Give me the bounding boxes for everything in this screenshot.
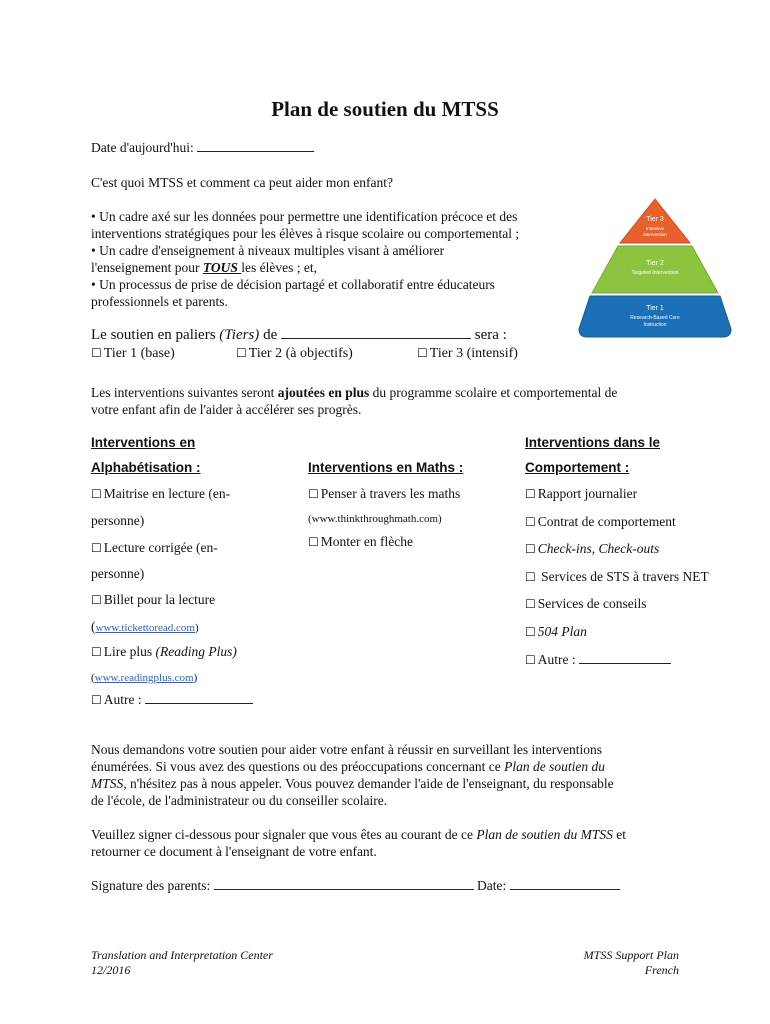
tier-1-option[interactable] [91, 346, 175, 362]
closing-line-2-text: énumérées. Si vous avez des questions ou des préoccupations concernant ce [91, 759, 505, 774]
mtss-tier-pyramid [578, 197, 732, 339]
bullet-3-line-2: professionnels et parents. [91, 294, 228, 309]
reading-item-1-checkbox[interactable]: ☐ [91, 487, 102, 501]
thinkthroughmath-link-text: (www.thinkthroughmath.com) [308, 513, 442, 525]
behavior-item-6-checkbox[interactable]: ☐ [525, 625, 536, 639]
closing-line-3-text: , n'hésitez pas à nous appeler. Vous pouvez demander l'aide de l'enseignant, du responsable [123, 776, 614, 791]
intro-text: Les interventions suivantes seront [91, 385, 278, 400]
behavior-item-2-checkbox[interactable]: ☐ [525, 515, 536, 529]
behavior-item-5-label: Services de conseils [537, 596, 647, 611]
tier-1-sub-2: Instruction [643, 322, 667, 328]
tier-1-checkbox[interactable]: ☐ [91, 346, 102, 360]
sign-request-line-1 [91, 826, 626, 843]
bullet-3-line-1: • Un processus de prise de décision partagé et collaboratif entre éducateurs [91, 277, 495, 292]
tiers-lead-emphasis: (Tiers) [219, 327, 260, 343]
tier-3-option[interactable] [417, 346, 518, 362]
student-name-field[interactable] [281, 327, 471, 339]
sign-request-emphasis: Plan de soutien du MTSS [476, 827, 613, 842]
signature-line [91, 877, 620, 894]
reading-item-2-label: Lecture corrigée (en- [103, 540, 218, 555]
behavior-item-2[interactable] [525, 513, 676, 531]
reading-header-line-2: Alphabétisation : [91, 460, 201, 475]
tier-3-title: Tier 3 [646, 216, 664, 223]
reading-item-4-emphasis: (Reading Plus) [155, 644, 237, 659]
signature-date-field[interactable] [510, 878, 620, 890]
tier-2-title: Tier 2 [646, 260, 664, 267]
behavior-item-6-label: 504 Plan [537, 624, 587, 639]
tier-2-sub: Targeted Intervention [631, 270, 679, 276]
behavior-item-3[interactable] [525, 540, 659, 558]
tier-1-title: Tier 1 [646, 305, 664, 312]
tier-3-sub-2: Intervention [643, 232, 667, 237]
bullet-2-line-1: • Un cadre d'enseignement à niveaux multiples visant à améliorer [91, 243, 445, 258]
reading-item-3-checkbox[interactable]: ☐ [91, 593, 102, 607]
interventions-intro-line-2: votre enfant afin de l'aider à accélérer ses progrès. [91, 402, 362, 417]
tier-1-sub-1: Research-Based Core [630, 315, 680, 321]
tier-3-label: Tier 3 (intensif) [429, 346, 518, 361]
tier-1-label: Tier 1 (base) [103, 346, 175, 361]
closing-line-2 [91, 758, 605, 775]
behavior-item-5-checkbox[interactable]: ☐ [525, 597, 536, 611]
tier-2-checkbox[interactable]: ☐ [236, 346, 247, 360]
bullet-1-line-2: interventions stratégiques pour les élèves à risque scolaire ou comportemental ; [91, 226, 520, 241]
reading-header-line-1: Interventions en [91, 435, 196, 450]
behavior-item-3-checkbox[interactable]: ☐ [525, 542, 536, 556]
reading-item-1-cont: personne) [91, 513, 145, 528]
reading-other-label: Autre : [103, 692, 142, 707]
math-header: Interventions en Maths : [308, 460, 464, 475]
sign-request-text-end: et [612, 827, 627, 842]
behavior-other-field[interactable] [579, 652, 671, 664]
behavior-item-5[interactable] [525, 595, 646, 613]
closing-line-3 [91, 775, 614, 792]
reading-item-4-link-line: (www.readingplus.com) [91, 672, 198, 684]
emphasis-tous: TOUS [202, 260, 242, 275]
interventions-intro-line-1 [91, 384, 617, 401]
math-item-2-label: Monter en flèche [320, 534, 413, 549]
behavior-item-6[interactable] [525, 623, 587, 641]
reading-item-2-cont: personne) [91, 566, 145, 581]
math-item-1[interactable] [308, 485, 460, 503]
behavior-header-line-2: Comportement : [525, 460, 630, 475]
date-line [91, 139, 314, 156]
sign-request-line-2: retourner ce document à l'enseignant de votre enfant. [91, 844, 377, 859]
tier-2-option[interactable] [236, 346, 353, 362]
date-label: Date d'aujourd'hui: [91, 140, 194, 155]
intro-question: C'est quoi MTSS et comment ca peut aider mon enfant? [91, 175, 393, 190]
reading-item-4-checkbox[interactable]: ☐ [91, 645, 102, 659]
behavior-item-2-label: Contrat de comportement [537, 514, 676, 529]
behavior-other-checkbox[interactable]: ☐ [525, 653, 536, 667]
closing-line-1: Nous demandons votre soutien pour aider votre enfant à réussir en surveillant les interventions [91, 742, 602, 757]
tier-2-label: Tier 2 (à objectifs) [248, 346, 353, 361]
behavior-item-other[interactable] [525, 651, 671, 669]
bullet-1-line-1: • Un cadre axé sur les données pour permettre une identification précoce et des [91, 209, 518, 224]
reading-item-4[interactable] [91, 643, 237, 661]
tiers-lead-text: Le soutien en paliers [91, 327, 220, 343]
footer-right-line-1: MTSS Support Plan [583, 948, 679, 962]
closing-line-4: de l'école, de l'administrateur ou du conseiller scolaire. [91, 793, 388, 808]
behavior-item-4-checkbox[interactable]: ☐ [525, 570, 536, 584]
signature-date-label: Date: [476, 878, 507, 893]
behavior-item-3-label: Check-ins, Check-outs [537, 541, 660, 556]
tier-3-checkbox[interactable]: ☐ [417, 346, 428, 360]
bullet-2-text-end: les élèves ; et, [241, 260, 318, 275]
behavior-item-1-checkbox[interactable]: ☐ [525, 487, 536, 501]
behavior-item-4-label: Services de STS à travers NET [537, 569, 709, 584]
reading-item-3-link-line: (www.tickettoread.com) [91, 619, 199, 634]
tier-3-sub-1: Intensive [645, 226, 665, 231]
behavior-item-4[interactable] [525, 568, 709, 586]
closing-line-2-emphasis: Plan de soutien du [504, 759, 605, 774]
bullet-2-text: l'enseignement pour [91, 260, 203, 275]
math-item-1-label: Penser à travers les maths [320, 486, 461, 501]
tiers-lead-de: de [259, 327, 278, 343]
reading-other-checkbox[interactable]: ☐ [91, 693, 102, 707]
parent-signature-field[interactable] [214, 878, 474, 890]
footer-left-line-1: Translation and Interpretation Center [91, 948, 273, 962]
signature-label: Signature des parents: [91, 878, 211, 893]
reading-item-3-label: Billet pour la lecture [103, 592, 216, 607]
reading-item-other[interactable] [91, 691, 253, 709]
date-field[interactable] [197, 140, 314, 152]
math-item-2-checkbox[interactable]: ☐ [308, 535, 319, 549]
behavior-header-line-1: Interventions dans le [525, 435, 661, 450]
readingplus-link[interactable]: www.readingplus.com [94, 672, 194, 684]
reading-item-1[interactable] [91, 485, 230, 503]
tiers-lead-line [91, 327, 507, 344]
closing-line-3-emphasis: MTSS [91, 776, 124, 791]
reading-item-1-label: Maitrise en lecture (en- [103, 486, 231, 501]
bullet-2-line-2 [91, 259, 317, 276]
behavior-item-1-label: Rapport journalier [537, 486, 638, 501]
math-item-2[interactable] [308, 533, 413, 551]
tiers-lead-end: sera : [474, 327, 507, 343]
behavior-other-label: Autre : [537, 652, 576, 667]
reading-item-2[interactable] [91, 539, 218, 557]
tickettoread-link[interactable]: www.tickettoread.com [95, 622, 195, 634]
reading-item-3[interactable] [91, 591, 215, 609]
math-item-1-checkbox[interactable]: ☐ [308, 487, 319, 501]
page-title: Plan de soutien du MTSS [271, 97, 499, 121]
reading-item-4-label: Lire plus [103, 644, 156, 659]
footer-left-line-2: 12/2016 [91, 963, 131, 977]
behavior-item-1[interactable] [525, 485, 637, 503]
sign-request-text: Veuillez signer ci-dessous pour signaler que vous êtes au courant de ce [91, 827, 477, 842]
reading-item-2-checkbox[interactable]: ☐ [91, 541, 102, 555]
intro-text-end: du programme scolaire et comportemental de [369, 385, 618, 400]
reading-other-field[interactable] [145, 692, 253, 704]
footer-right-line-2: French [644, 963, 679, 977]
intro-bold: ajoutées en plus [277, 385, 370, 400]
